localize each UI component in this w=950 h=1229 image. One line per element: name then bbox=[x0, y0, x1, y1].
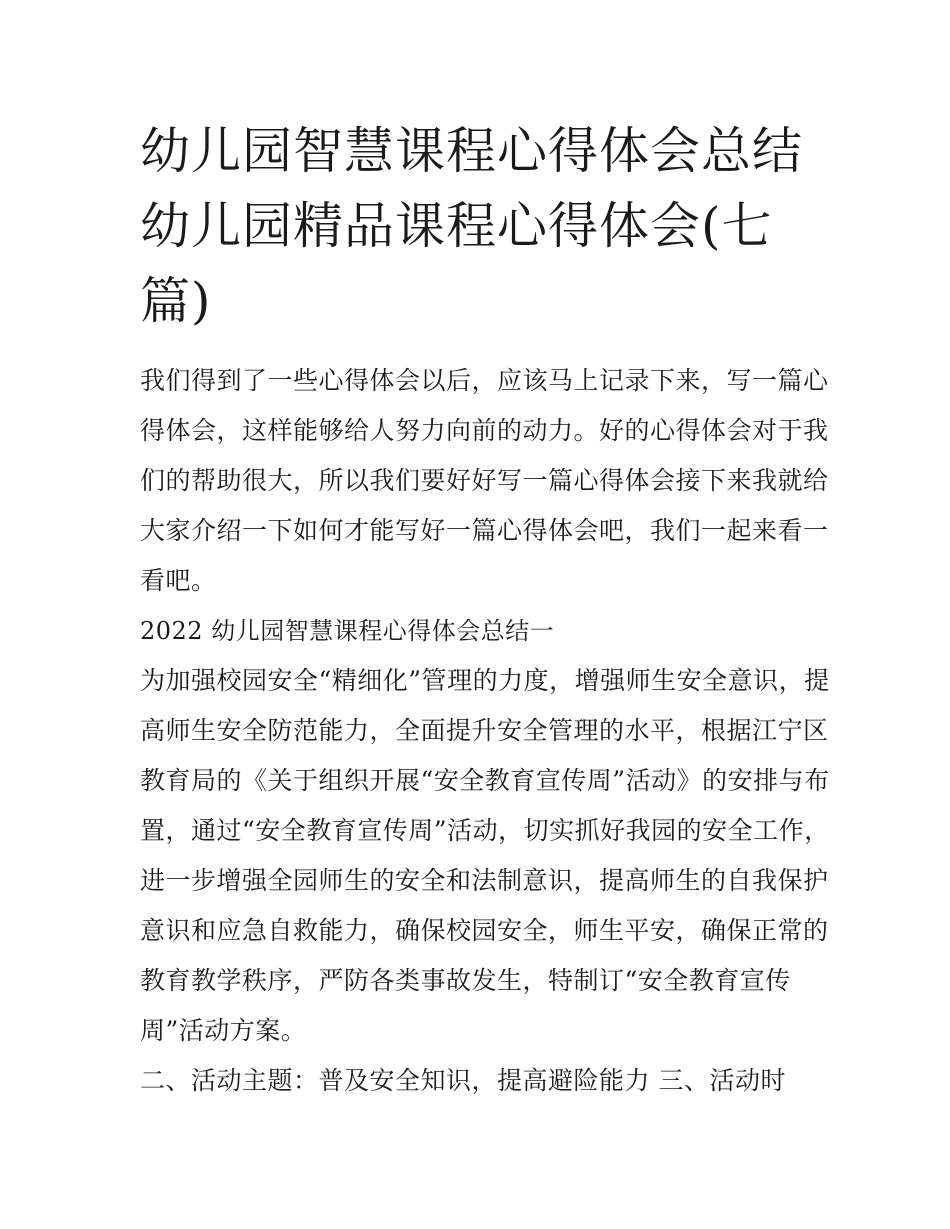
paragraph-line-3: 教育局的《关于组织开展“安全教育宣传周”活动》的安排与布 bbox=[140, 766, 830, 795]
activity-theme-line: 二、活动主题：普及安全知识，提高避险能力 三、活动时 bbox=[140, 1066, 786, 1095]
intro-line-3: 们的帮助很大，所以我们要好好写一篇心得体会接下来我就给 bbox=[140, 466, 829, 495]
document-body bbox=[140, 356, 830, 1106]
document-title bbox=[140, 114, 820, 339]
intro-line-5: 看吧。 bbox=[140, 566, 217, 595]
intro-line-4: 大家介绍一下如何才能写好一篇心得体会吧，我们一起来看一 bbox=[140, 516, 829, 545]
title-line-2: 幼儿园精品课程心得体会(七 bbox=[140, 197, 773, 255]
section-heading: 2022 幼儿园智慧课程心得体会总结一 bbox=[140, 617, 555, 645]
paragraph-line-4: 置，通过“安全教育宣传周”活动，切实抓好我园的安全工作， bbox=[140, 816, 830, 845]
paragraph-line-6: 意识和应急自救能力，确保校园安全，师生平安，确保正常的 bbox=[140, 916, 829, 945]
paragraph-line-7: 教育教学秩序，严防各类事故发生，特制订“安全教育宣传 bbox=[140, 966, 791, 995]
intro-line-1: 我们得到了一些心得体会以后，应该马上记录下来，写一篇心 bbox=[140, 366, 829, 395]
title-line-3: 篇) bbox=[140, 272, 212, 330]
paragraph-line-2: 高师生安全防范能力，全面提升安全管理的水平，根据江宁区 bbox=[140, 716, 829, 745]
paragraph-line-8: 周”活动方案。 bbox=[140, 1016, 307, 1045]
paragraph-line-1: 为加强校园安全“精细化”管理的力度，增强师生安全意识，提 bbox=[140, 666, 830, 695]
paragraph-line-5: 进一步增强全园师生的安全和法制意识，提高师生的自我保护 bbox=[140, 866, 829, 895]
intro-line-2: 得体会，这样能够给人努力向前的动力。好的心得体会对于我 bbox=[140, 416, 829, 445]
title-line-1: 幼儿园智慧课程心得体会总结 bbox=[140, 122, 803, 180]
